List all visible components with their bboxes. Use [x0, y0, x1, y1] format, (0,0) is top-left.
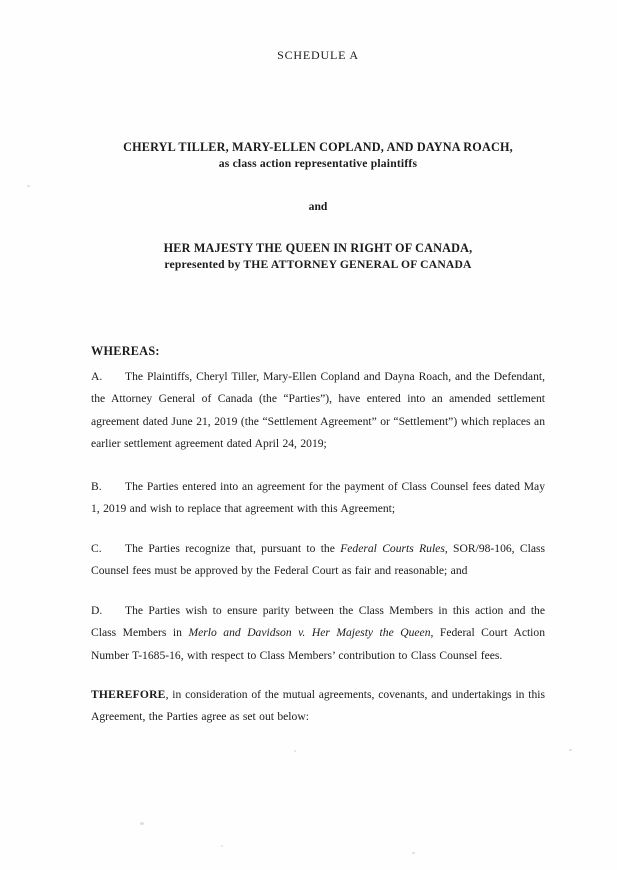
- recital-paragraph-a: [91, 366, 545, 456]
- scan-speck: [221, 845, 223, 847]
- recital-text-d-1: The Parties wish to ensure parity between the Class Members in this action and the Class Members in: [91, 604, 545, 640]
- recital-label-d: D.: [91, 604, 103, 617]
- parties-and-separator: and: [308, 200, 328, 213]
- defendant-party-block: [91, 241, 545, 271]
- recital-text-c-1: The Parties recognize that, pursuant to the: [125, 542, 341, 555]
- scan-speck: [294, 750, 296, 752]
- recital-label-a: A.: [91, 370, 103, 383]
- recital-text-c-citation: Federal Courts Rules: [340, 542, 445, 555]
- recital-paragraph-d: [91, 600, 545, 667]
- recital-text-a: The Plaintiffs, Cheryl Tiller, Mary-Ellen Copland and Dayna Roach, and the Defendant, the Attorney General of Canada (the “Parties”), have entered into an amended settlement agreement dated June 21, 2019 (the “Settlement Agreement” or “Settlement”) which replaces an earlier settlement agreement dated April 24, 2019;: [91, 370, 545, 451]
- scan-speck: [412, 852, 415, 854]
- therefore-text: , in consideration of the mutual agreements, covenants, and undertakings in this Agreement, the Parties agree as set out below:: [91, 688, 545, 724]
- plaintiffs-party-block: [91, 140, 545, 170]
- schedule-title: SCHEDULE A: [277, 48, 359, 62]
- scan-speck: [569, 749, 572, 751]
- defendant-representation: represented by THE ATTORNEY GENERAL OF CANADA: [164, 258, 472, 271]
- scan-speck: [140, 822, 144, 825]
- recital-label-b: B.: [91, 480, 102, 493]
- therefore-paragraph: [91, 684, 545, 729]
- recital-paragraph-c: [91, 538, 545, 583]
- recital-text-d-case-citation: Merlo and Davidson v. Her Majesty the Queen: [188, 626, 431, 640]
- recital-text-d-2: , Federal Court Action Number T-1685-16, with respect to Class Members’ contribution to Class Counsel fees.: [91, 626, 546, 662]
- defendant-name: HER MAJESTY THE QUEEN IN RIGHT OF CANADA,: [163, 241, 473, 255]
- recital-text-c-2: , SOR/98-106, Class Counsel fees must be approved by the Federal Court as fair and reasonable; and: [91, 542, 545, 578]
- therefore-lead-word: THEREFORE: [91, 688, 166, 701]
- recital-text-b: The Parties entered into an agreement for the payment of Class Counsel fees dated May 1, 2019 and wish to replace that agreement with this Agreement;: [91, 480, 545, 516]
- plaintiffs-role: as class action representative plaintiffs: [218, 157, 418, 170]
- scan-speck: [27, 185, 30, 187]
- recital-label-c: C.: [91, 542, 102, 555]
- recital-paragraph-b: [91, 476, 545, 521]
- whereas-heading: WHEREAS:: [91, 344, 160, 358]
- plaintiffs-names: CHERYL TILLER, MARY-ELLEN COPLAND, AND DAYNA ROACH,: [123, 140, 513, 154]
